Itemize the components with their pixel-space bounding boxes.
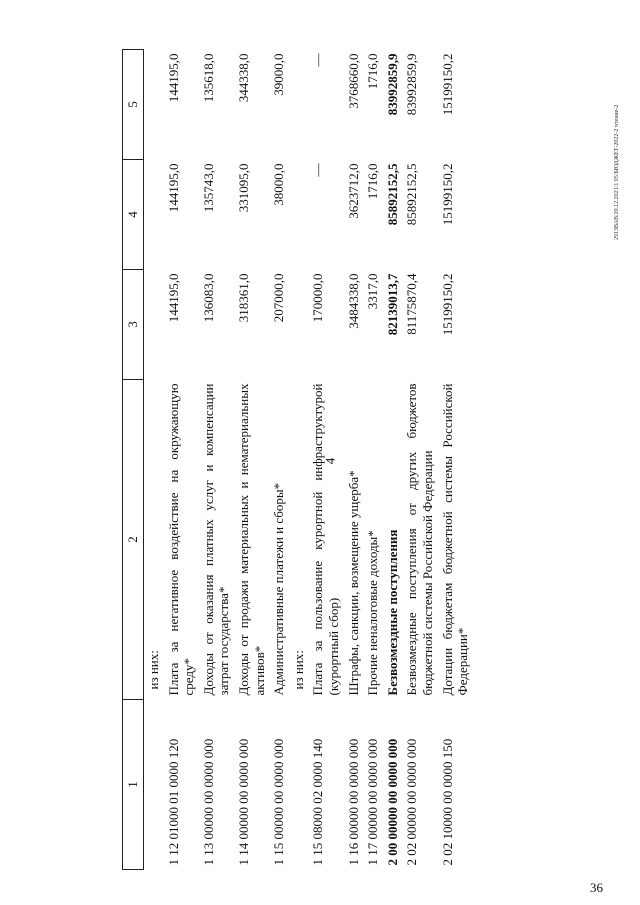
name-cell: Прочие неналоговые доходы* [365,530,381,696]
value-col-5: 83992859,9 [384,53,400,116]
value-col-3: 207000,0 [271,273,287,323]
name-cell: Плата за пользование курортной инфраструктурой (курортный сбор) [310,383,341,696]
value-col-5: 144195,0 [165,53,181,103]
value-col-3: 3484338,0 [345,273,361,329]
empty-cell [144,270,164,380]
value-col-4: 3623712,0 [345,163,361,219]
document-code: 2913ВАВ/20.12.2021/1 05/БЮДЖЕТ-2022-2 чтение-2 [614,104,620,240]
value-col-3: 81175870,4 [404,273,420,335]
page-number-bottom: 36 [590,880,603,895]
revenue-table [122,49,473,870]
name-cell: Доходы от оказания платных услуг и компенсации затрат государства* [200,383,232,696]
header-col-4: 4 [123,160,144,270]
value-col-3: 318361,0 [235,273,251,323]
value-col-3: 170000,0 [310,273,326,323]
value-col-4: 38000,0 [271,163,287,206]
value-col-3: 3317,0 [365,273,381,310]
code-cell: 1 12 01000 01 0000 120 [165,738,181,866]
table-row [438,50,473,870]
value-col-5: 15199150,2 [439,53,455,116]
value-col-5: 39000,0 [271,53,287,96]
table-row [144,50,164,870]
table-row [289,50,309,870]
code-cell: 1 16 00000 00 0000 000 [345,738,361,866]
table-header-row [123,50,144,870]
value-col-3: 144195,0 [165,273,181,323]
name-cell: Безвозмездные поступления от других бюджетов бюджетной системы Российской Федерации [404,383,435,696]
code-cell: 2 00 00000 00 0000 000 [384,738,400,866]
table-row [344,50,364,870]
sub-heading: из них: [146,650,161,690]
table-row [199,50,234,870]
table-body [144,50,473,870]
empty-cell [144,160,164,270]
value-col-5: 1716,0 [365,53,381,90]
value-col-4: 135743,0 [200,163,216,213]
code-cell: 2 02 00000 00 0000 000 [404,738,420,866]
empty-cell [289,50,309,160]
table-row [402,50,437,870]
name-cell: Штрафы, санкции, возмещение ущерба* [345,470,361,696]
code-cell: 1 14 00000 00 0000 000 [235,738,251,866]
value-col-3: 15199150,2 [439,273,455,336]
name-cell: Дотации бюджетам бюджетной системы Российской Федерации* [439,383,471,696]
value-col-3: 82139013,7 [384,273,400,336]
value-col-5: 135618,0 [200,53,216,103]
code-cell: 1 15 08000 02 0000 140 [310,738,326,866]
rotated-table-area [122,50,592,870]
name-cell: Плата за негативное воздействие на окружающую среду* [165,383,197,696]
value-col-4: 85892152,5 [384,163,400,226]
value-col-4: 331095,0 [235,163,251,213]
value-col-5: 83992859,9 [404,53,420,116]
table-row [363,50,383,870]
header-col-2: 2 [123,380,144,700]
value-col-4: — [310,163,326,177]
empty-cell [144,50,164,160]
code-cell [289,700,309,870]
table-row [234,50,269,870]
empty-cell [289,270,309,380]
page-number-top: 4 [322,457,338,465]
header-col-3: 3 [123,270,144,380]
value-col-4: 15199150,2 [439,163,455,226]
table-row [164,50,199,870]
empty-cell [289,160,309,270]
name-cell: Административные платежи и сборы* [271,482,287,696]
value-col-4: 1716,0 [365,163,381,200]
header-col-1: 1 [123,700,144,870]
code-cell: 1 13 00000 00 0000 000 [200,738,216,866]
table-row [308,50,343,870]
sub-heading: из них: [290,650,306,690]
header-col-5: 5 [123,50,144,160]
name-cell: Безвозмездные поступления [384,529,400,696]
code-cell: 1 15 00000 00 0000 000 [271,738,287,866]
value-col-4: 85892152,5 [404,163,420,226]
table-row [269,50,289,870]
value-col-5: 3768660,0 [345,53,361,109]
value-col-4: 144195,0 [165,163,181,213]
code-cell: 2 02 10000 00 0000 150 [439,738,455,866]
value-col-5: 344338,0 [235,53,251,103]
table-row [383,50,403,870]
name-cell: Доходы от продажи материальных и нематериальных активов* [235,383,267,696]
code-cell: 1 17 00000 00 0000 000 [365,738,381,866]
value-col-3: 136083,0 [200,273,216,323]
value-col-5: — [310,53,326,67]
code-cell [144,700,164,870]
